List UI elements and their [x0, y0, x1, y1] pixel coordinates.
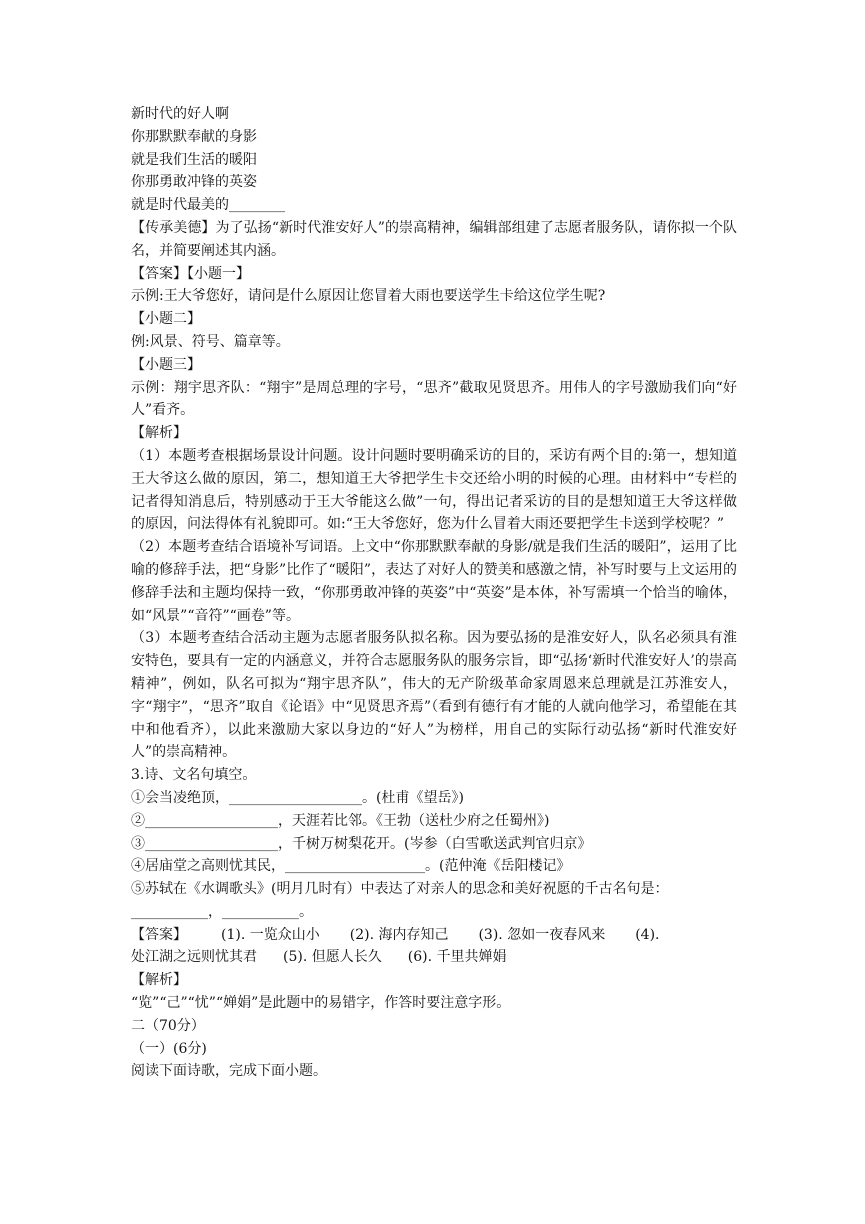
analysis-heading: 【解析】 — [131, 972, 187, 989]
answer-item: (6). 千里共婵娟 — [407, 949, 507, 966]
answer-1: 示例:王大爷您好，请问是什么原因让您冒着大雨也要送学生卡给这位学生呢? — [131, 288, 606, 305]
poem-line: 你那勇敢冲锋的英姿 — [131, 174, 257, 191]
fill-blank-line: ⑤苏轼在《水调歌头》(明月几时有）中表达了对亲人的思念和美好祝愿的千古名句是： — [131, 881, 669, 898]
document-page — [131, 103, 737, 1083]
answer-item: (3). 忽如一夜春风来 — [478, 926, 606, 943]
answer-heading: 【答案】【小题一】 — [131, 265, 250, 282]
fill-blank-line: ④居庙堂之高则忧其民，____________________。(范仲淹《岳阳楼记》 — [131, 858, 571, 875]
fill-blank-line: ___________，___________。 — [131, 903, 313, 920]
fill-blank-line: ②___________________，天涯若比邻。《王勃（送杜少府之任蜀州》) — [131, 812, 550, 829]
poem-line: 就是时代最美的________ — [131, 197, 285, 214]
poem-line: 新时代的好人啊 — [131, 106, 229, 122]
answer-3: 示例：翔宇思齐队：“翔宇”是周总理的字号，“思齐”截取见贤思齐。用伟人的字号激励我们向“好人”看齐。 — [131, 379, 737, 419]
answer-row-1 — [131, 924, 737, 947]
answer-item: 处江湖之远则忧其君 — [131, 949, 257, 966]
poem-line: 你那默默奉献的身影 — [131, 128, 257, 145]
fill-blank-line: ③___________________，千树万树梨花开。(岑参（白雪歌送武判官归京》 — [131, 835, 592, 852]
answer-item: (4). — [635, 926, 660, 943]
question-3-title: 3.诗、文名句填空。 — [131, 767, 257, 784]
section-instruction: 阅读下面诗歌，完成下面小题。 — [131, 1063, 327, 1080]
section-subheading: （一）(6分) — [131, 1040, 207, 1057]
answer-row-2 — [131, 946, 737, 969]
answer-2: 例:风景、符号、篇章等。 — [131, 333, 290, 350]
analysis-q3: “览”“己”“忧”“婵娟”是此题中的易错字，作答时要注意字形。 — [131, 995, 511, 1012]
poem-line: 就是我们生活的暖阳 — [131, 151, 257, 168]
answer-item: (5). 但愿人长久 — [283, 949, 382, 966]
sub2-heading: 【小题二】 — [131, 311, 201, 328]
task3-prompt: 【传承美德】为了弘扬“新时代淮安好人”的崇高精神，编辑部组建了志愿者服务队，请你拟一个队名，并简要阐述其内涵。 — [131, 219, 737, 259]
analysis-3: （3）本题考查结合活动主题为志愿者服务队拟名称。因为要弘扬的是淮安好人，队名必须具有淮安特色，要具有一定的内涵意义，并符合志愿服务队的服务宗旨，即“弘扬‘新时代淮安好人’的崇高精神”，例如，队名可拟为“翔宇思齐队”，伟大的无产阶级革命家周恩来总理就是江苏淮安人，字“翔宇”，“思齐”取自《论语》中“见贤思齐焉”（看到有德行有才能的人就向他学习，希望能在其中和他看齐），以此来激励大家以身边的“好人”为榜样，用自己的实际行动弘扬“新时代淮安好人”的崇高精神。 — [131, 630, 737, 761]
answer-item: (1). 一览众山小 — [221, 926, 320, 943]
answer-item: (2). 海内存知己 — [349, 926, 449, 943]
analysis-1: （1）本题考查根据场景设计问题。设计问题时要明确采访的目的，采访有两个目的:第一，想知道王大爷这么做的原因，第二，想知道王大爷把学生卡交还给小明的时候的心理。由材料中“专栏的记者得知消息后，特别感动于王大爷能这么做”一句，得出记者采访的目的是想知道王大爷这样做的原因，问法得体有礼貌即可。如:“王大爷您好，您为什么冒着大雨还要把学生卡送到学校呢？” — [131, 447, 737, 533]
answer-label: 【答案】 — [131, 926, 187, 943]
fill-blank-line: ①会当凌绝顶，___________________。(杜甫《望岳》) — [131, 789, 464, 806]
sub3-heading: 【小题三】 — [131, 356, 201, 373]
section-heading: 二（70分） — [131, 1017, 205, 1034]
analysis-heading: 【解析】 — [131, 425, 187, 442]
analysis-2: （2）本题考查结合语境补写词语。上文中“你那默默奉献的身影/就是我们生活的暖阳”，运用了比喻的修辞手法，把“身影”比作了“暖阳”，表达了对好人的赞美和感激之情，补写时要与上文运用的修辞手法和主题均保持一致，“你那勇敢冲锋的英姿”中“英姿”是本体，补写需填一个恰当的喻体，如“风景”“音符”“画卷”等。 — [131, 539, 737, 624]
